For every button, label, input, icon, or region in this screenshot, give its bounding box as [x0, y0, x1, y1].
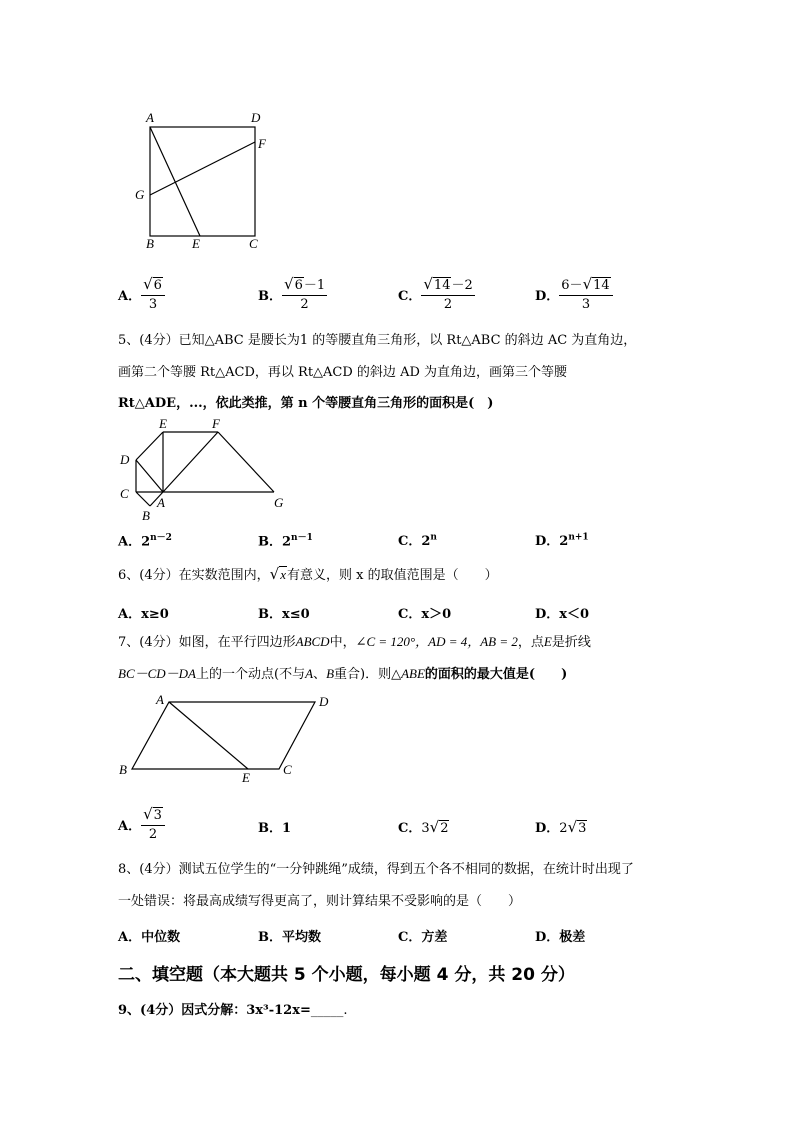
- q4-option-d[interactable]: [535, 276, 613, 313]
- q5-line-2: 画第二个等腰 Rt△ACD，再以 Rt△ACD 的斜边 AD 为直角边，画第三个等腰: [118, 365, 568, 380]
- q4-option-c[interactable]: [398, 276, 475, 313]
- option-letter: C．: [398, 534, 422, 549]
- exponent: n+1: [568, 532, 589, 543]
- option-letter: B．: [258, 534, 282, 550]
- q4-option-a[interactable]: [118, 276, 165, 313]
- radicand: 14: [593, 278, 610, 293]
- q5-line-3: Rt△ADE，...，依此类推，第 n 个等腰直角三角形的面积是( ): [118, 396, 494, 411]
- label-D: D: [319, 694, 329, 709]
- q5-line-1: 5、(4分）已知△ABC 是腰长为1 的等腰直角三角形，以 Rt△ABC 的斜边 AC 为直角边，: [118, 333, 637, 348]
- q6-option-d[interactable]: D．x＜0: [535, 607, 590, 622]
- q7-line-1: 7、(4分）如图，在平行四边形ABCD中，∠C = 120°，AD = 4，AB = 2，点E是折线: [118, 634, 591, 650]
- exponent: n－2: [150, 533, 172, 543]
- label-F: F: [258, 136, 266, 151]
- q6-option-c[interactable]: C．x＞0: [398, 607, 452, 622]
- label-D: D: [251, 110, 261, 125]
- denominator: 2: [443, 297, 453, 312]
- q7-option-c[interactable]: C．3√2: [398, 818, 449, 836]
- exponent: n－1: [291, 533, 313, 543]
- q7-option-d[interactable]: D．2√3: [535, 818, 587, 836]
- denominator: 2: [148, 827, 158, 842]
- option-letter: D．: [535, 534, 560, 549]
- option-letter: A．: [118, 534, 142, 550]
- q9-prefix: 9、(4分）因式分解：3x³-12x=: [118, 1003, 311, 1018]
- q6-option-a[interactable]: A．x≥0: [118, 607, 169, 622]
- denominator: 2: [300, 297, 309, 312]
- q6-suffix: 有意义，则 x 的取值范围是（ ）: [286, 568, 498, 583]
- q8-option-a[interactable]: A．中位数: [118, 930, 181, 945]
- figure-square-abcd: [130, 108, 280, 256]
- radicand: 3: [153, 808, 162, 823]
- numerator-suffix: －1: [303, 278, 326, 293]
- fraction: $\frac{√14-2}{2}$: [423, 275, 473, 312]
- q5-option-a[interactable]: [118, 530, 172, 549]
- figure-parallelogram: [112, 690, 342, 786]
- option-letter: D．: [535, 289, 560, 304]
- exponent: n: [430, 532, 437, 543]
- base: 2: [141, 534, 151, 550]
- radicand: 6: [294, 278, 303, 293]
- fraction: $\frac{√6-1}{2}$: [284, 275, 326, 312]
- answer-blank[interactable]: _____: [310, 1003, 344, 1018]
- q7-option-b[interactable]: B．1: [258, 821, 292, 836]
- label-B: B: [146, 236, 154, 251]
- label-G: G: [274, 495, 284, 510]
- q5-option-b[interactable]: [258, 530, 313, 549]
- q6-prefix: 6、(4分）在实数范围内，: [118, 568, 270, 583]
- q9-stem: 9、(4分）因式分解：3x³-12x=_____.: [118, 1003, 348, 1018]
- label-E: E: [192, 236, 200, 251]
- option-letter: A．: [118, 289, 142, 304]
- label-A: A: [156, 692, 164, 707]
- numerator-prefix: 6－: [561, 278, 583, 293]
- section-heading: 二、填空题（本大题共 5 个小题，每小题 4 分，共 20 分）: [118, 965, 575, 985]
- q4-option-b[interactable]: [258, 276, 327, 313]
- q7-option-a[interactable]: [118, 806, 165, 843]
- q6-stem: 6、(4分）在实数范围内，√x有意义，则 x 的取值范围是（ ）: [118, 565, 498, 583]
- label-B: B: [142, 508, 150, 523]
- fraction: $\frac{√6}{3}$: [141, 276, 165, 313]
- q5-option-d[interactable]: [535, 530, 589, 549]
- q8-line-2: 一处错误：将最高成绩写得更高了，则计算结果不受影响的是（ ）: [118, 894, 522, 909]
- radicand: 6: [153, 278, 162, 293]
- label-C: C: [249, 236, 258, 251]
- label-C: C: [283, 762, 292, 777]
- label-A: A: [146, 110, 154, 125]
- option-letter: A．: [118, 819, 142, 834]
- fraction: $\frac{√3}{2}$: [141, 806, 165, 843]
- label-D: D: [120, 452, 130, 467]
- base: 2: [421, 534, 431, 549]
- label-A: A: [157, 495, 165, 510]
- numerator-suffix: －2: [451, 278, 473, 293]
- label-E: E: [159, 416, 167, 431]
- q5-option-c[interactable]: [398, 530, 437, 549]
- label-G: G: [135, 187, 145, 202]
- base: 2: [282, 534, 292, 550]
- label-C: C: [120, 486, 129, 501]
- q8-option-d[interactable]: D．极差: [535, 930, 586, 945]
- label-B: B: [119, 762, 127, 777]
- q6-radicand: x: [280, 567, 286, 582]
- label-E: E: [242, 770, 250, 785]
- base: 2: [559, 534, 569, 549]
- q8-option-b[interactable]: B．平均数: [258, 930, 321, 945]
- label-F: F: [212, 416, 220, 431]
- denominator: 3: [148, 297, 158, 312]
- q8-line-1: 8、(4分）测试五位学生的“一分钟跳绳”成绩，得到五个各不相同的数据，在统计时出现了: [118, 862, 634, 877]
- option-letter: C．: [398, 289, 422, 304]
- option-letter: B．: [258, 289, 282, 304]
- q8-option-c[interactable]: C．方差: [398, 930, 448, 945]
- figure-isosceles-triangles: [114, 414, 294, 524]
- q7-line-2: BC－CD－DA上的一个动点(不与A、B重合)．则△ABE的面积的最大值是( ): [118, 666, 568, 682]
- fraction: $\frac{6-√14}{3}$: [559, 276, 612, 313]
- radicand: 14: [433, 278, 451, 293]
- q6-option-b[interactable]: B．x≤0: [258, 607, 310, 622]
- denominator: 3: [581, 297, 591, 312]
